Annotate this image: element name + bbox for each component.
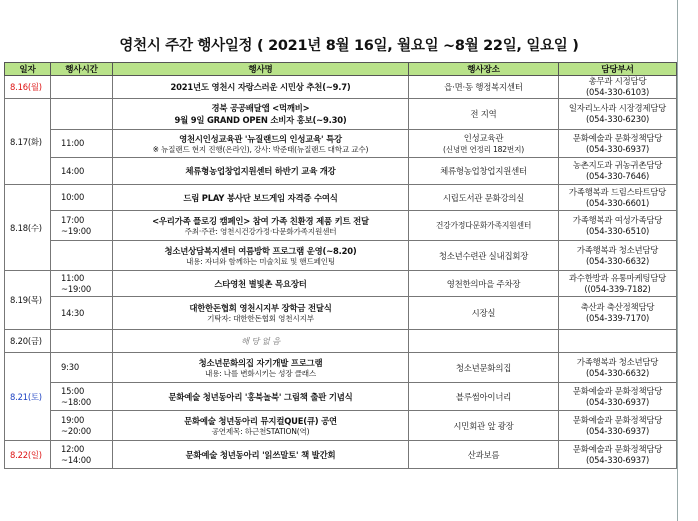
dept-name: 농촌지도과 귀농귀촌담당 (572, 160, 663, 170)
dept-name: 문화예술과 문화정책담당 (572, 385, 663, 396)
header-dept: 담당부서 (559, 63, 677, 76)
event-note: ※ 뉴질랜드 현지 진행(온라인), 강사: 박준태(뉴질랜드 대학교 교수) (152, 144, 369, 154)
place-cell: 영천한의마을 주차장 (409, 271, 559, 297)
place-cell (409, 330, 559, 353)
table-row (5, 297, 677, 330)
dept-tel: (054-330-6510) (585, 225, 650, 236)
dept-tel: (054-330-6937) (585, 396, 650, 407)
dept-tel: (054-330-6230) (585, 114, 650, 124)
event-cell (113, 185, 409, 211)
time-start: 19:00 (61, 414, 85, 425)
dept-cell (559, 297, 677, 330)
event-title: 문화예술 청년동아리 '읽쓰말토' 책 발간회 (185, 449, 336, 460)
event-cell (113, 441, 409, 469)
place-cell: 건강가정다문화가족지원센터 (409, 211, 559, 241)
dept-cell (559, 211, 677, 241)
place-cell: 전 지역 (409, 99, 559, 130)
date-cell: 8.20(금) (5, 330, 51, 353)
time-cell (51, 241, 113, 271)
place-cell: 시장실 (409, 297, 559, 330)
dept-cell (559, 130, 677, 158)
time-cell: 11:00 (51, 130, 113, 158)
table-row (5, 241, 677, 271)
time-end: ~20:00 (61, 425, 91, 436)
event-title: 영천시인성교육관 '뉴질랜드의 인성교육' 특강 (179, 133, 342, 144)
dept-cell (559, 76, 677, 99)
date-cell: 8.21(토) (5, 353, 51, 441)
dept-tel: (054-330-6632) (585, 255, 650, 266)
date-cell: 8.18(수) (5, 185, 51, 271)
table-row (5, 76, 677, 99)
dept-tel: (054-330-7646) (585, 171, 650, 181)
date-cell: 8.19(목) (5, 271, 51, 330)
dept-cell (559, 271, 677, 297)
event-title: 2021년도 영천시 자랑스러운 시민상 추천(~9.7) (170, 82, 351, 92)
place-cell: 청소년수련관 실내집회장 (409, 241, 559, 271)
time-cell: 10:00 (51, 185, 113, 211)
table-row (5, 271, 677, 297)
time-end: ~14:00 (61, 454, 91, 465)
date-cell: 8.17(화) (5, 99, 51, 185)
table-row (5, 158, 677, 185)
event-cell (113, 211, 409, 241)
dept-cell (559, 441, 677, 469)
time-start: 11:00 (61, 272, 85, 283)
place-cell: 산과보름 (409, 441, 559, 469)
dept-cell (559, 353, 677, 383)
place-cell: 블루썸아이너리 (409, 383, 559, 411)
event-cell (113, 76, 409, 99)
time-cell (51, 271, 113, 297)
header-date: 일자 (5, 63, 51, 76)
place-cell: 시립도서관 문화강의실 (409, 185, 559, 211)
table-row (5, 330, 677, 353)
time-cell (51, 330, 113, 353)
dept-cell (559, 411, 677, 441)
dept-cell (559, 241, 677, 271)
table-row (5, 383, 677, 411)
dept-name: 문화예술과 문화정책담당 (572, 132, 663, 143)
dept-tel: (054-330-6103) (585, 87, 650, 97)
window-edge-line (677, 0, 678, 521)
time-cell (51, 441, 113, 469)
event-cell: 해 당 없 음 (113, 330, 409, 353)
time-cell (51, 383, 113, 411)
place-cell: 읍·면·동 행정복지센터 (409, 76, 559, 99)
place-cell: 시민회관 앞 광장 (409, 411, 559, 441)
dept-tel: (054-330-6937) (585, 143, 650, 154)
event-cell (113, 297, 409, 330)
dept-tel: (054-339-7170) (585, 313, 650, 323)
event-cell (113, 271, 409, 297)
dept-cell (559, 99, 677, 130)
table-row (5, 185, 677, 211)
dept-name: 가족행복과 청소년담당 (576, 244, 659, 255)
dept-cell (559, 158, 677, 185)
time-cell: 14:00 (51, 158, 113, 185)
event-note: 내용: 자녀와 함께하는 미술치료 및 핸드페인팅 (185, 256, 335, 266)
place-address: (신녕면 연정리 182번지) (443, 144, 524, 154)
event-note: 기탁자: 대한한돈협회 영천시지부 (207, 314, 314, 323)
event-title: 체류형농업창업지원센터 하반기 교육 개강 (185, 166, 336, 176)
dept-tel: (054-330-6937) (585, 425, 650, 436)
dept-cell (559, 330, 677, 353)
event-title: 경북 공공배달앱 <먹깨비> (211, 103, 310, 113)
time-start: 17:00 (61, 214, 85, 225)
event-subtitle: 9월 9일 GRAND OPEN 소비자 홍보(~9.30) (174, 115, 347, 125)
event-cell (113, 130, 409, 158)
dept-name: 축산과 축산정책담당 (580, 302, 655, 312)
dept-name: 가족행복과 청소년담당 (576, 356, 659, 367)
dept-name: 가족행복과 드림스타트담당 (568, 186, 667, 197)
event-cell (113, 241, 409, 271)
table-row (5, 441, 677, 469)
place-cell: 청소년문화의집 (409, 353, 559, 383)
event-title: <우리가족 플로깅 캠페인> 참여 가족 친환경 제품 키트 전달 (152, 215, 369, 226)
time-start: 12:00 (61, 443, 85, 454)
date-cell: 8.22(일) (5, 441, 51, 469)
dept-name: 문화예술과 문화정책담당 (572, 443, 663, 454)
place-cell: 체류형농업창업지원센터 (409, 158, 559, 185)
dept-tel: (054-330-6601) (585, 197, 650, 208)
header-event: 행사명 (113, 63, 409, 76)
table-row (5, 353, 677, 383)
event-cell (113, 411, 409, 441)
time-cell (51, 99, 113, 130)
event-title: 드림 PLAY 봉사단 보드게임 자격증 수여식 (183, 192, 338, 203)
time-cell (51, 211, 113, 241)
place-cell (409, 130, 559, 158)
table-row (5, 99, 677, 130)
event-title: 대한한돈협회 영천시지부 장학금 전달식 (189, 303, 332, 313)
page-title: 영천시 주간 행사일정 ( 2021년 8월 16일, 월요일 ~8월 22일, 일요일 ) (119, 38, 579, 54)
event-title: 청소년상담복지센터 여름방학 프로그램 운영(~8.20) (164, 245, 357, 256)
table-header-row (5, 63, 677, 76)
time-start: 15:00 (61, 385, 85, 396)
time-cell: 14:30 (51, 297, 113, 330)
table-row (5, 411, 677, 441)
event-cell (113, 158, 409, 185)
dept-cell (559, 383, 677, 411)
dept-name: 과수한방과 유통마케팅담당 (568, 272, 667, 283)
time-end: ~19:00 (61, 225, 91, 236)
event-title: 문화예술 청년동아리 뮤지컬QUE(큐) 공연 (184, 415, 337, 426)
time-cell (51, 411, 113, 441)
dept-name: 문화예술과 문화정책담당 (572, 414, 663, 425)
table-row (5, 211, 677, 241)
dept-tel: (054-330-6937) (585, 454, 650, 465)
dept-name: 일자리노사과 시장경제담당 (568, 103, 667, 113)
event-note: 내용: 나를 변화시키는 성장 클래스 (204, 368, 317, 378)
time-end: ~19:00 (61, 283, 91, 294)
event-title: 청소년문화의집 자기개발 프로그램 (198, 357, 323, 368)
date-cell: 8.16(월) (5, 76, 51, 99)
place-name: 인성교육관 (463, 132, 504, 143)
dept-tel: (054-330-6632) (585, 367, 650, 378)
event-cell (113, 353, 409, 383)
event-cell (113, 383, 409, 411)
time-cell: 9:30 (51, 353, 113, 383)
event-title: 스타영천 별빛촌 목요장터 (214, 278, 307, 289)
dept-tel: ((054-339-7182) (584, 283, 651, 294)
event-title: 문화예술 청년동아리 '홍북놀북' 그림책 출판 기념식 (168, 391, 353, 402)
dept-cell (559, 185, 677, 211)
schedule-table (4, 62, 677, 469)
event-note: 주최·주관: 영천시건강가정·다문화가족지원센터 (184, 226, 337, 236)
table-row (5, 130, 677, 158)
time-cell (51, 76, 113, 99)
header-place: 행사장소 (409, 63, 559, 76)
dept-name: 총무과 시정담당 (588, 76, 647, 86)
header-time: 행사시간 (51, 63, 113, 76)
dept-name: 가족행복과 여성가족담당 (572, 214, 663, 225)
event-cell (113, 99, 409, 130)
time-end: ~18:00 (61, 396, 91, 407)
event-note: 공연제목: 하근천STATION(역) (211, 426, 310, 436)
